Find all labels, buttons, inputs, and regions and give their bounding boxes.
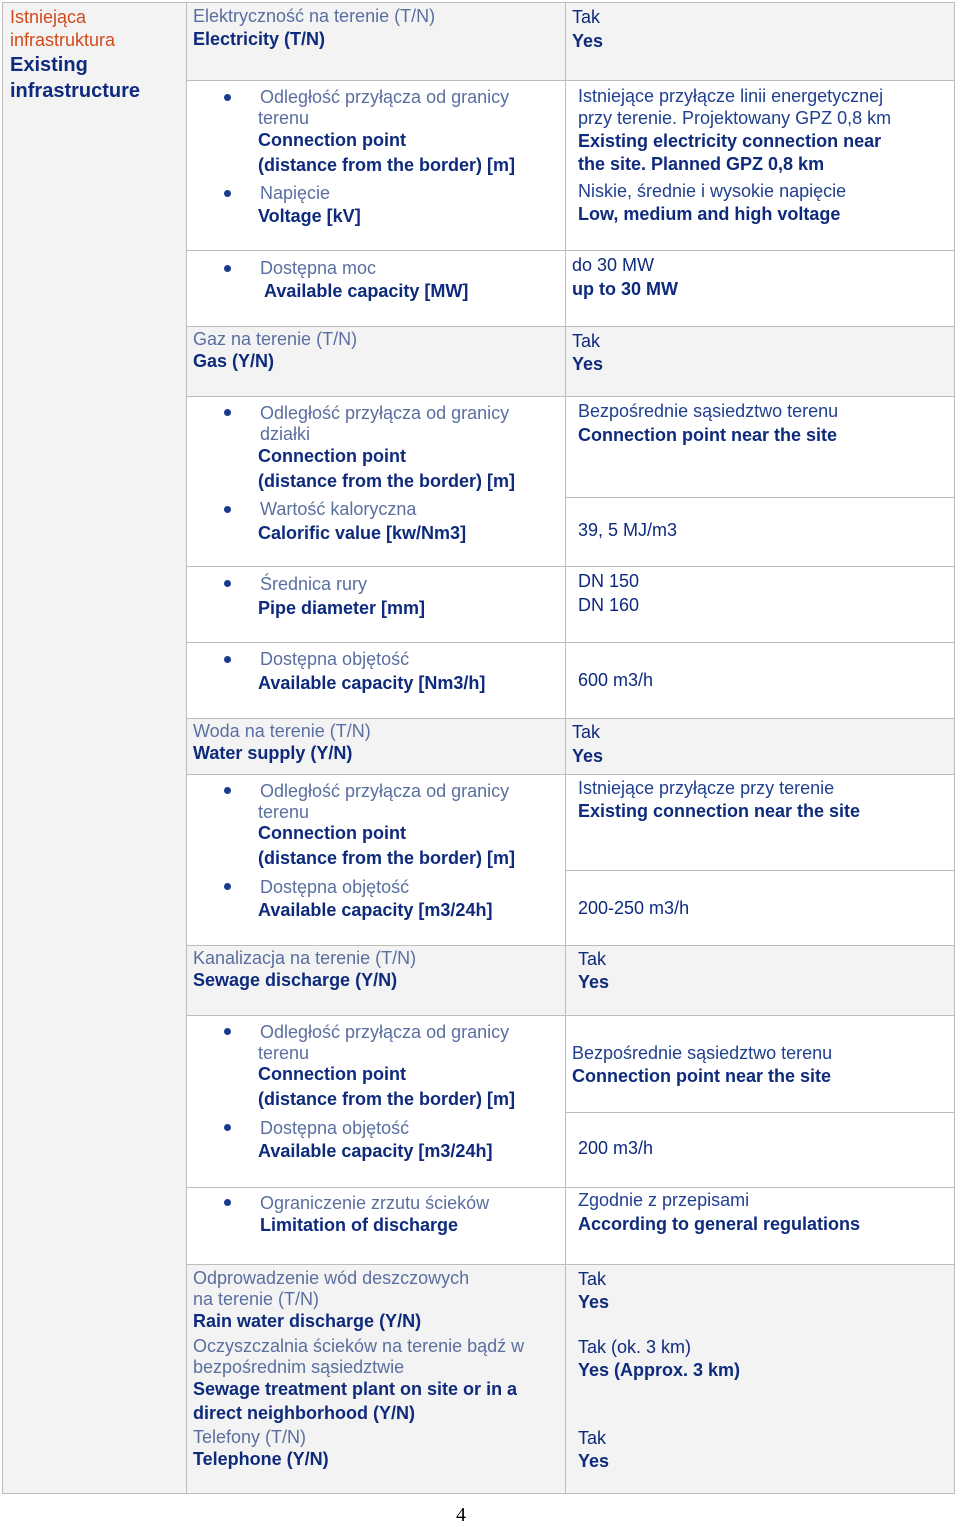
water-capacity-label-en: Available capacity [m3/24h] (258, 900, 493, 920)
bullet-icon (224, 506, 231, 513)
gas-capacity-label-en: Available capacity [Nm3/h] (258, 673, 486, 693)
gas-connection-label-en: Connection point (258, 446, 406, 466)
gas-calorific-label-en: Calorific value [kw/Nm3] (258, 523, 467, 543)
sewage-connection-label-pl: terenu (258, 1043, 310, 1063)
phone-value-pl: Tak (578, 1428, 607, 1448)
sewage-connection-label-en: Connection point (258, 1064, 406, 1084)
water-value-pl: Tak (572, 722, 601, 742)
page-number: 4 (456, 1504, 466, 1526)
gas-value-en: Yes (572, 354, 604, 374)
el-connection-label-en: (distance from the border) [m] (258, 155, 516, 175)
sewage-label-pl: Kanalizacja na terenie (T/N) (193, 948, 417, 968)
bullet-icon (224, 1028, 231, 1035)
sewage-value-en: Yes (578, 972, 610, 992)
el-capacity-value-pl: do 30 MW (572, 255, 655, 275)
bullet-icon (224, 1199, 231, 1206)
gas-connection-label-en: (distance from the border) [m] (258, 471, 516, 491)
bullet-icon (224, 94, 231, 101)
gas-label-pl: Gaz na terenie (T/N) (193, 329, 358, 349)
bullet-icon (224, 409, 231, 416)
treatment-label-en: Sewage treatment plant on site or in a (193, 1379, 518, 1399)
gas-pipe-label-en: Pipe diameter [mm] (258, 598, 426, 618)
bullet-icon (224, 1124, 231, 1131)
water-capacity-label-pl: Dostępna objętość (260, 877, 410, 897)
gas-connection-value-en: Connection point near the site (578, 425, 838, 445)
el-connection-value-pl: Istniejące przyłącze linii energetycznej (578, 86, 884, 106)
water-connection-label-pl: terenu (258, 802, 310, 822)
el-capacity-value-en: up to 30 MW (572, 279, 678, 299)
el-connection-label-pl: Odległość przyłącza od granicy (260, 87, 510, 107)
el-voltage-label-pl: Napięcie (260, 183, 331, 203)
sewage-limit-value-en: According to general regulations (578, 1214, 861, 1234)
treatment-label-en: direct neighborhood (Y/N) (193, 1403, 415, 1423)
el-voltage-value-pl: Niskie, średnie i wysokie napięcie (578, 181, 847, 201)
bullet-icon (224, 190, 231, 197)
sewage-connection-value-pl: Bezpośrednie sąsiedztwo terenu (572, 1043, 833, 1063)
section-header-cell (2, 2, 187, 1493)
water-value-en: Yes (572, 746, 604, 766)
rain-label-pl: na terenie (T/N) (193, 1289, 320, 1309)
treatment-label-pl: bezpośrednim sąsiedztwie (193, 1357, 405, 1377)
section-title-en: Existing (10, 54, 88, 76)
water-connection-value-en: Existing connection near the site (578, 801, 861, 821)
electricity-label-en: Electricity (T/N) (193, 29, 326, 49)
sewage-capacity-label-en: Available capacity [m3/24h] (258, 1141, 493, 1161)
rain-value-en: Yes (578, 1292, 610, 1312)
gas-calorific-value: 39, 5 MJ/m3 (578, 520, 678, 540)
sewage-connection-value-en: Connection point near the site (572, 1066, 832, 1086)
electricity-label-pl: Elektryczność na terenie (T/N) (193, 6, 436, 26)
bullet-icon (224, 580, 231, 587)
phone-label-en: Telephone (Y/N) (193, 1449, 329, 1469)
gas-pipe-value: DN 160 (578, 595, 640, 615)
water-capacity-value: 200-250 m3/h (578, 898, 690, 918)
bullet-icon (224, 656, 231, 663)
gas-connection-label-pl: działki (260, 424, 311, 444)
sewage-capacity-label-pl: Dostępna objętość (260, 1118, 410, 1138)
water-connection-label-en: (distance from the border) [m] (258, 848, 516, 868)
water-connection-value-pl: Istniejące przyłącze przy terenie (578, 778, 835, 798)
el-connection-value-en: the site. Planned GPZ 0,8 km (578, 154, 825, 174)
el-capacity-label-en: Available capacity [MW] (264, 281, 469, 301)
section-title-en: infrastructure (10, 80, 141, 102)
water-connection-label-pl: Odległość przyłącza od granicy (260, 781, 510, 801)
section-title-pl: Istniejąca (10, 7, 87, 27)
sewage-limit-value-pl: Zgodnie z przepisami (578, 1190, 750, 1210)
gas-label-en: Gas (Y/N) (193, 351, 275, 371)
rain-label-pl: Odprowadzenie wód deszczowych (193, 1268, 470, 1288)
gas-value-pl: Tak (572, 331, 601, 351)
el-connection-value-pl: przy terenie. Projektowany GPZ 0,8 km (578, 108, 892, 128)
electricity-value-en: Yes (572, 31, 604, 51)
el-voltage-label-en: Voltage [kV] (258, 206, 361, 226)
water-connection-label-en: Connection point (258, 823, 406, 843)
sewage-capacity-value: 200 m3/h (578, 1138, 654, 1158)
gas-pipe-label-pl: Średnica rury (260, 574, 368, 594)
phone-value-en: Yes (578, 1451, 610, 1471)
el-connection-value-en: Existing electricity connection near (578, 131, 882, 151)
bullet-icon (224, 787, 231, 794)
bullet-icon (224, 265, 231, 272)
section-title-pl: infrastruktura (10, 30, 116, 50)
sewage-label-en: Sewage discharge (Y/N) (193, 970, 398, 990)
gas-capacity-label-pl: Dostępna objętość (260, 649, 410, 669)
el-capacity-label-pl: Dostępna moc (260, 258, 377, 278)
rain-value-pl: Tak (578, 1269, 607, 1289)
sewage-connection-label-en: (distance from the border) [m] (258, 1089, 516, 1109)
treatment-value-pl: Tak (ok. 3 km) (578, 1337, 692, 1357)
gas-calorific-label-pl: Wartość kaloryczna (260, 499, 417, 519)
gas-capacity-value: 600 m3/h (578, 670, 654, 690)
bullet-icon (224, 883, 231, 890)
gas-connection-value-pl: Bezpośrednie sąsiedztwo terenu (578, 401, 839, 421)
rain-label-en: Rain water discharge (Y/N) (193, 1311, 422, 1331)
treatment-label-pl: Oczyszczalnia ścieków na terenie bądź w (193, 1336, 525, 1356)
sewage-value-pl: Tak (578, 949, 607, 969)
water-label-pl: Woda na terenie (T/N) (193, 721, 371, 741)
el-connection-label-en: Connection point (258, 130, 406, 150)
gas-connection-label-pl: Odległość przyłącza od granicy (260, 403, 510, 423)
el-connection-label-pl: terenu (258, 108, 310, 128)
gas-pipe-value: DN 150 (578, 571, 640, 591)
phone-label-pl: Telefony (T/N) (193, 1427, 307, 1447)
el-voltage-value-en: Low, medium and high voltage (578, 204, 841, 224)
water-label-en: Water supply (Y/N) (193, 743, 353, 763)
sewage-limit-label-en: Limitation of discharge (260, 1215, 459, 1235)
sewage-limit-label-pl: Ograniczenie zrzutu ścieków (260, 1193, 490, 1213)
electricity-value-pl: Tak (572, 7, 601, 27)
treatment-value-en: Yes (Approx. 3 km) (578, 1360, 741, 1380)
sewage-connection-label-pl: Odległość przyłącza od granicy (260, 1022, 510, 1042)
